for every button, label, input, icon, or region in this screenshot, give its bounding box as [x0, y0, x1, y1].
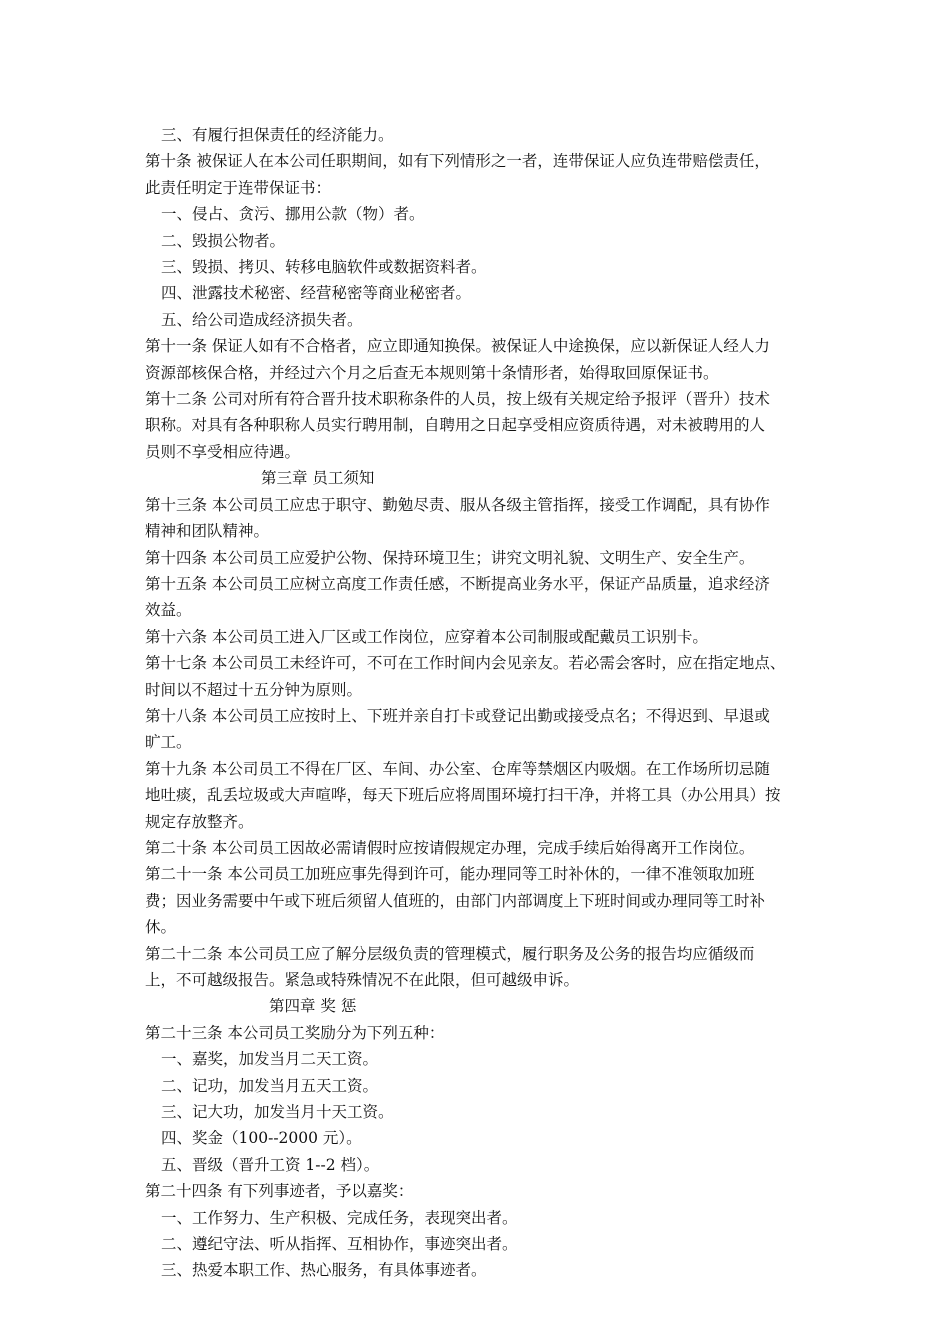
document-body [145, 122, 813, 1284]
text-line: 上，不可越级报告。紧急或特殊情况不在此限，但可越级申诉。 [145, 971, 580, 989]
article-line: 第十八条 本公司员工应按时上、下班并亲自打卡或登记出勤或接受点名；不得迟到、早退或 [145, 706, 770, 725]
document-page [145, 122, 813, 1284]
chapter-heading: 第三章 员工须知 [261, 469, 375, 488]
text-line: 旷工。 [145, 733, 192, 752]
article-line: 第十五条 本公司员工应树立高度工作责任感，不断提高业务水平，保证产品质量，追求经济 [145, 574, 770, 593]
text-line: 精神和团队精神。 [145, 522, 270, 541]
article-line: 第二十一条 本公司员工加班应事先得到许可，能办理同等工时补休的，一律不准领取加班 [145, 865, 755, 884]
text-line: 地吐痰，乱丢垃圾或大声喧哗，每天下班后应将周围环境打扫干净，并将工具（办公用具）按 [145, 786, 781, 805]
list-item: 二、遵纪守法、听从指挥、互相协作，事迹突出者。 [161, 1235, 518, 1254]
article-line: 第十一条 保证人如有不合格者，应立即通知换保。被保证人中途换保，应以新保证人经人力 [145, 337, 770, 356]
text-line: 职称。对具有各种职称人员实行聘用制，自聘用之日起享受相应资质待遇，对未被聘用的人 [145, 416, 766, 435]
list-item: 一、侵占、贪污、挪用公款（物）者。 [161, 205, 425, 224]
list-item: 三、毁损、拷贝、转移电脑软件或数据资料者。 [161, 258, 487, 277]
article-line: 第十条 被保证人在本公司任职期间，如有下列情形之一者，连带保证人应负连带赔偿责任， [145, 152, 770, 171]
article-line: 第二十二条 本公司员工应了解分层级负责的管理模式，履行职务及公务的报告均应循级而 [145, 944, 755, 963]
list-item: 三、热爱本职工作、热心服务，有具体事迹者。 [161, 1261, 487, 1280]
article-line: 第十三条 本公司员工应忠于职守、勤勉尽责、服从各级主管指挥，接受工作调配，具有协作 [145, 495, 770, 514]
list-item: 五、给公司造成经济损失者。 [161, 310, 363, 329]
article-line: 第十七条 本公司员工未经许可，不可在工作时间内会见亲友。若必需会客时，应在指定地点、 [145, 654, 786, 673]
text-line: 效益。 [145, 601, 192, 620]
text-line: 员则不享受相应待遇。 [145, 442, 301, 461]
list-item: 三、记大功，加发当月十天工资。 [161, 1103, 394, 1122]
text-line: 资源部核保合格，并经过六个月之后查无本规则第十条情形者，始得取回原保证书。 [145, 363, 719, 382]
article-line: 第二十四条 有下列事迹者，予以嘉奖： [145, 1182, 414, 1201]
chapter-heading: 第四章 奖 惩 [269, 997, 357, 1016]
list-item: 四、奖金（100--2000 元）。 [161, 1129, 362, 1148]
list-item: 一、工作努力、生产积极、完成任务，表现突出者。 [161, 1208, 518, 1227]
text-line: 休。 [145, 918, 177, 937]
list-item: 三、有履行担保责任的经济能力。 [161, 126, 394, 144]
text-line: 时间以不超过十五分钟为原则。 [145, 680, 363, 699]
list-item: 二、毁损公物者。 [161, 231, 286, 250]
text-line: 规定存放整齐。 [145, 812, 254, 831]
text-line: 此责任明定于连带保证书： [145, 178, 332, 197]
article-line: 第十四条 本公司员工应爱护公物、保持环境卫生；讲究文明礼貌、文明生产、安全生产。 [145, 548, 755, 567]
article-line: 第十六条 本公司员工进入厂区或工作岗位，应穿着本公司制服或配戴员工识别卡。 [145, 627, 708, 646]
list-item: 二、记功，加发当月五天工资。 [161, 1076, 379, 1095]
article-line: 第十九条 本公司员工不得在厂区、车间、办公室、仓库等禁烟区内吸烟。在工作场所切忌随 [145, 759, 770, 778]
list-item: 五、晋级（晋升工资 1--2 档）。 [161, 1155, 380, 1174]
list-item: 一、嘉奖，加发当月二天工资。 [161, 1050, 379, 1069]
article-line: 第十二条 公司对所有符合晋升技术职称条件的人员，按上级有关规定给予报评（晋升）技术 [145, 390, 770, 409]
list-item: 四、泄露技术秘密、经营秘密等商业秘密者。 [161, 284, 472, 303]
article-line: 第二十三条 本公司员工奖励分为下列五种： [145, 1023, 445, 1042]
article-line: 第二十条 本公司员工因故必需请假时应按请假规定办理，完成手续后始得离开工作岗位。 [145, 838, 755, 857]
text-line: 费；因业务需要中午或下班后须留人值班的，由部门内部调度上下班时间或办理同等工时补 [145, 891, 766, 910]
